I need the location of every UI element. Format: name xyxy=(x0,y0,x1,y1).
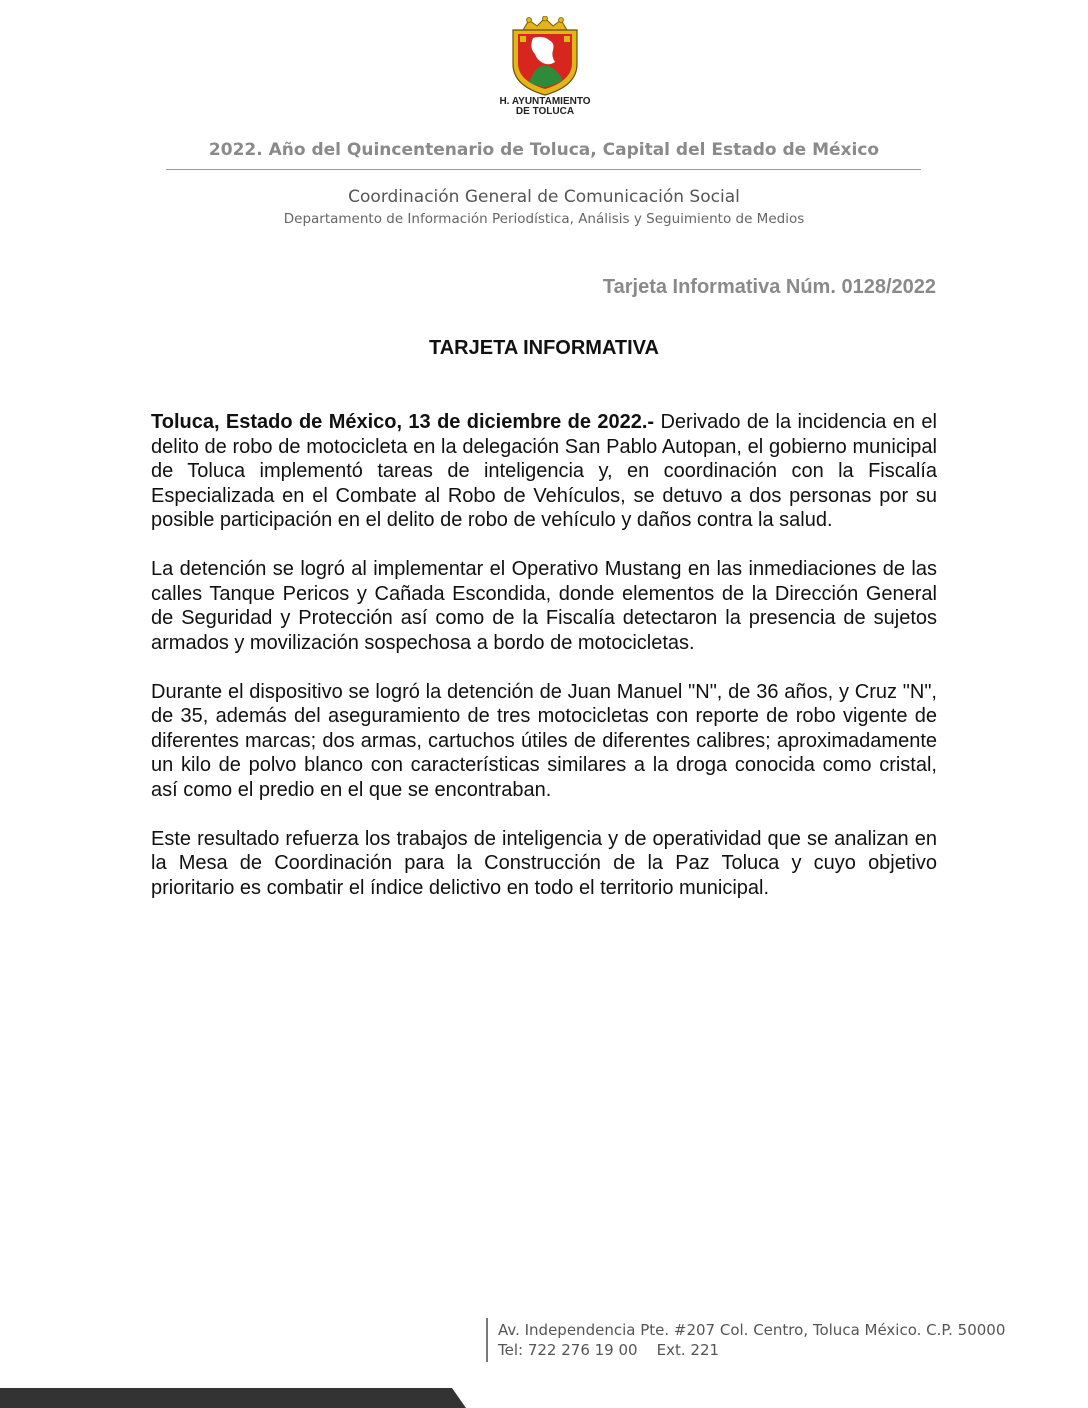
document-title: TARJETA INFORMATIVA xyxy=(429,337,659,359)
paragraph-3: Durante el dispositivo se logró la detención de Juan Manuel "N", de 36 años, y Cruz "N", de 35, además del aseguramiento de tres motocicletas con reporte de robo vigente de diferentes marcas; dos armas, cartuchos útiles de diferentes calibres; aproximadamente un kilo de polvo blanco con características similares a la droga conocida como cristal, así como el predio en el que se encontraban. xyxy=(151,680,937,801)
logo-caption-line1: H. AYUNTAMIENTO xyxy=(499,96,591,107)
paragraph-4: Este resultado refuerza los trabajos de inteligencia y de operatividad que se analizan en la Mesa de Coordinación para la Construcción de la Paz Toluca y cuyo objetivo prioritario es combatir el índice delictivo en todo el territorio municipal. xyxy=(151,827,937,899)
footer-phone: Tel: 722 276 19 00 Ext. 221 xyxy=(498,1341,720,1359)
dateline: Toluca, Estado de México, 13 de diciembre de 2022.- xyxy=(151,411,655,433)
footer-divider xyxy=(486,1318,488,1362)
coordination-heading: Coordinación General de Comunicación Social xyxy=(348,187,740,207)
paragraph-1 xyxy=(151,410,937,533)
header-divider xyxy=(166,169,921,170)
paragraph-2: La detención se logró al implementar el Operativo Mustang en las inmediaciones de las calles Tanque Pericos y Cañada Escondida, donde elementos de la Dirección General de Seguridad y Protección así como de la Fiscalía detectaron la presencia de sujetos armados y movilización sospechosa a bordo de motocicletas. xyxy=(151,558,937,654)
toluca-coat-of-arms-logo xyxy=(490,16,600,120)
shield-icon xyxy=(503,16,587,96)
year-legend: 2022. Año del Quincentenario de Toluca, Capital del Estado de México xyxy=(208,140,880,160)
footer-band xyxy=(0,1388,1088,1408)
document-body xyxy=(151,410,937,925)
footer-address: Av. Independencia Pte. #207 Col. Centro, Toluca México. C.P. 50000 xyxy=(498,1321,1006,1339)
card-number: Tarjeta Informativa Núm. 0128/2022 xyxy=(602,276,936,298)
department-subheading: Departamento de Información Periodística, Análisis y Seguimiento de Medios xyxy=(283,211,805,227)
paragraph-1-text: Derivado de la incidencia en el delito de robo de motocicleta en la delegación San Pablo Autopan, el gobierno municipal de Toluca implementó tareas de inteligencia y, en coordinación con la Fiscalía Especializada en el Combate al Robo de Vehículos, se detuvo a dos personas por su posible participación en el delito de robo de vehículo y daños contra la salud. xyxy=(151,411,937,531)
logo-caption-line2: DE TOLUCA xyxy=(515,106,575,117)
